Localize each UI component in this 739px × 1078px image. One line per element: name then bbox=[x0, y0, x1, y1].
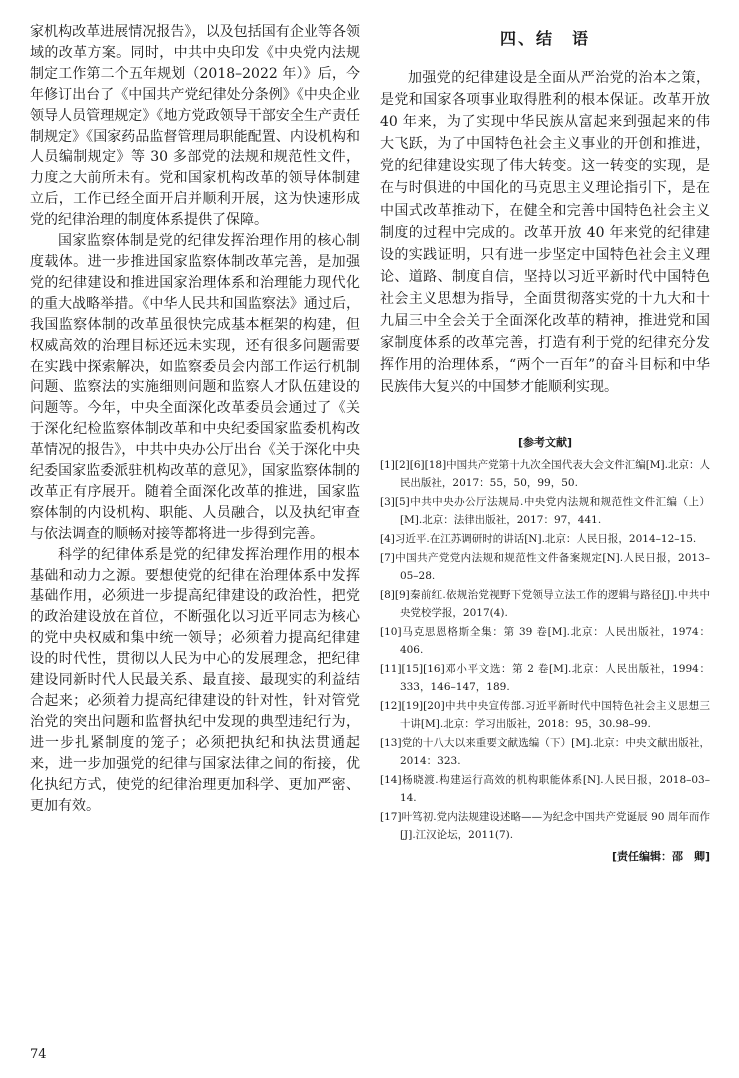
page-number: 74 bbox=[30, 1047, 47, 1062]
reference-item: [13]党的十八大以来重要文献选编（下）[M].北京：中央文献出版社，2014：323. bbox=[380, 737, 710, 768]
reference-item: [7]中国共产党党内法规和规范性文件备案规定[N].人民日报，2013–05–28. bbox=[380, 552, 710, 583]
references-title: [参考文献] bbox=[517, 436, 573, 450]
reference-item: [3][5]中共中央办公厅法规局.中央党内法规和规范性文件汇编（上）[M].北京：法律出版社，2017：97，441. bbox=[380, 496, 710, 527]
paragraph-discipline-system: 科学的纪律体系是党的纪律发挥治理作用的根本基础和动力之源。要想使党的纪律在治理体系中发挥基础作用，必须进一步提高纪律建设的政治性，把党的政治建设放在首位，不断强化以习近平同志为核心的党中央权威和集中统一领导；必须着力提高纪律建设的时代性，贯彻以人民为中心的发展理念，把纪律建设同新时代人民最关系、最直接、最现实的利益结合起来；必须着力提高纪律建设的针对性，针对管党治党的突出问题和监督执纪中发现的典型违纪行为，进一步扎紧制度的笼子；必须把执纪和执法贯通起来，进一步加强党的纪律与国家法律之间的衔接，优化执纪方式，使党的纪律治理更加科学、更加严密、更加有效。 bbox=[30, 546, 360, 814]
reference-item: [14]杨晓渡.构建运行高效的机构职能体系[N].人民日报，2018–03–14. bbox=[380, 774, 710, 805]
conclusion-paragraph: 加强党的纪律建设是全面从严治党的治本之策，是党和国家各项事业取得胜利的根本保证。改革开放 40 年来，为了实现中华民族从富起来到强起来的伟大飞跃，为了中国特色社会主义事业的开创和推进，党的纪律建设实现了伟大转变。这一转变的实现，是在与时俱进的中国化的马克思主义理论指引下，是在中国式改革推动下，在健全和完善中国特色社会主义制度的过程中完成的。改革开放 40 年来党的纪律建设的实践证明，只有进一步坚定中国特色社会主义理论、道路、制度自信，坚持以习近平新时代中国特色社会主义思想为指导，全面贯彻落实党的十九大和十九届三中全会关于全面深化改革的精神，推进党和国家制度体系的改革完善，打造有利于党的纪律充分发挥作用的治理体系，“两个一百年”的奋斗目标和中华民族伟大复兴的中国梦才能顺利实现。 bbox=[380, 70, 710, 396]
reference-item: [1][2][6][18]中国共产党第十九次全国代表大会文件汇编[M].北京：人民出版社，2017：55，50，99，50. bbox=[380, 459, 710, 490]
responsible-editor: [责任编辑：邵 卿] bbox=[611, 850, 710, 864]
left-column bbox=[30, 22, 360, 816]
reference-item: [11][15][16]邓小平文选：第 2 卷[M].北京：人民出版社，1994：333，146–147，189. bbox=[380, 663, 710, 694]
paragraph-continued: 家机构改革进展情况报告》，以及包括国有企业等各领域的改革方案。同时，中共中央印发《中央党内法规制定工作第二个五年规划（2018–2022 年）》后，今年修订出台了《中国共产党纪律处分条例》《中央企业领导人员管理规定》《地方党政领导干部安全生产责任制规定》《国家药品监督管理局职能配置、内设机构和人员编制规定》等 30 多部党的法规和规范性文件，力度之大前所未有。党和国家机构改革的领导体制建立后，工作已经全面开启并顺利开展，这为快速形成党的纪律治理的制度体系提供了保障。 bbox=[30, 24, 360, 229]
reference-item: [12][19][20]中共中央宣传部.习近平新时代中国特色社会主义思想三十讲[M].北京：学习出版社，2018：95，30.98–99. bbox=[380, 700, 710, 731]
reference-item: [10]马克思恩格斯全集：第 39 卷[M].北京：人民出版社，1974：406. bbox=[380, 626, 710, 657]
paragraph-supervision-system: 国家监察体制是党的纪律发挥治理作用的核心制度载体。进一步推进国家监察体制改革完善，是加强党的纪律建设和推进国家治理体系和治理能力现代化的重大战略举措。《中华人民共和国监察法》通过后，我国监察体制的改革虽很快完成基本框架的构建，但权威高效的治理目标还远未实现，还有很多问题需要在实践中探索解决，如监察委员会内部工作运行机制问题、监察法的实施细则问题和监察人才队伍建设的问题等。今年，中央全面深化改革委员会通过了《关于深化纪检监察体制改革和中央纪委国家监委机构改革情况的报告》，中共中央办公厅出台《关于深化中央纪委国家监委派驻机构改革的意见》，国家监察体制的改革正有序展开。随着全面深化改革的推进，国家监察体制的内设机构、职能、人员融合，以及执纪审查与依法调查的顺畅对接等都将进一步得到完善。 bbox=[30, 233, 360, 542]
reference-item: [8][9]秦前红.依规治党视野下党领导立法工作的逻辑与路径[J].中共中央党校学报，2017(4). bbox=[380, 589, 710, 620]
reference-item: [17]叶笃初.党内法规建设述略——为纪念中国共产党诞辰 90 周年而作[J].江汉论坛，2011(7). bbox=[380, 811, 710, 842]
reference-item: [4]习近平.在江苏调研时的讲话[N].北京：人民日报，2014–12–15. bbox=[380, 533, 697, 546]
section-title: 四、结 语 bbox=[499, 29, 590, 48]
right-column bbox=[380, 22, 710, 864]
references-list bbox=[380, 456, 710, 844]
